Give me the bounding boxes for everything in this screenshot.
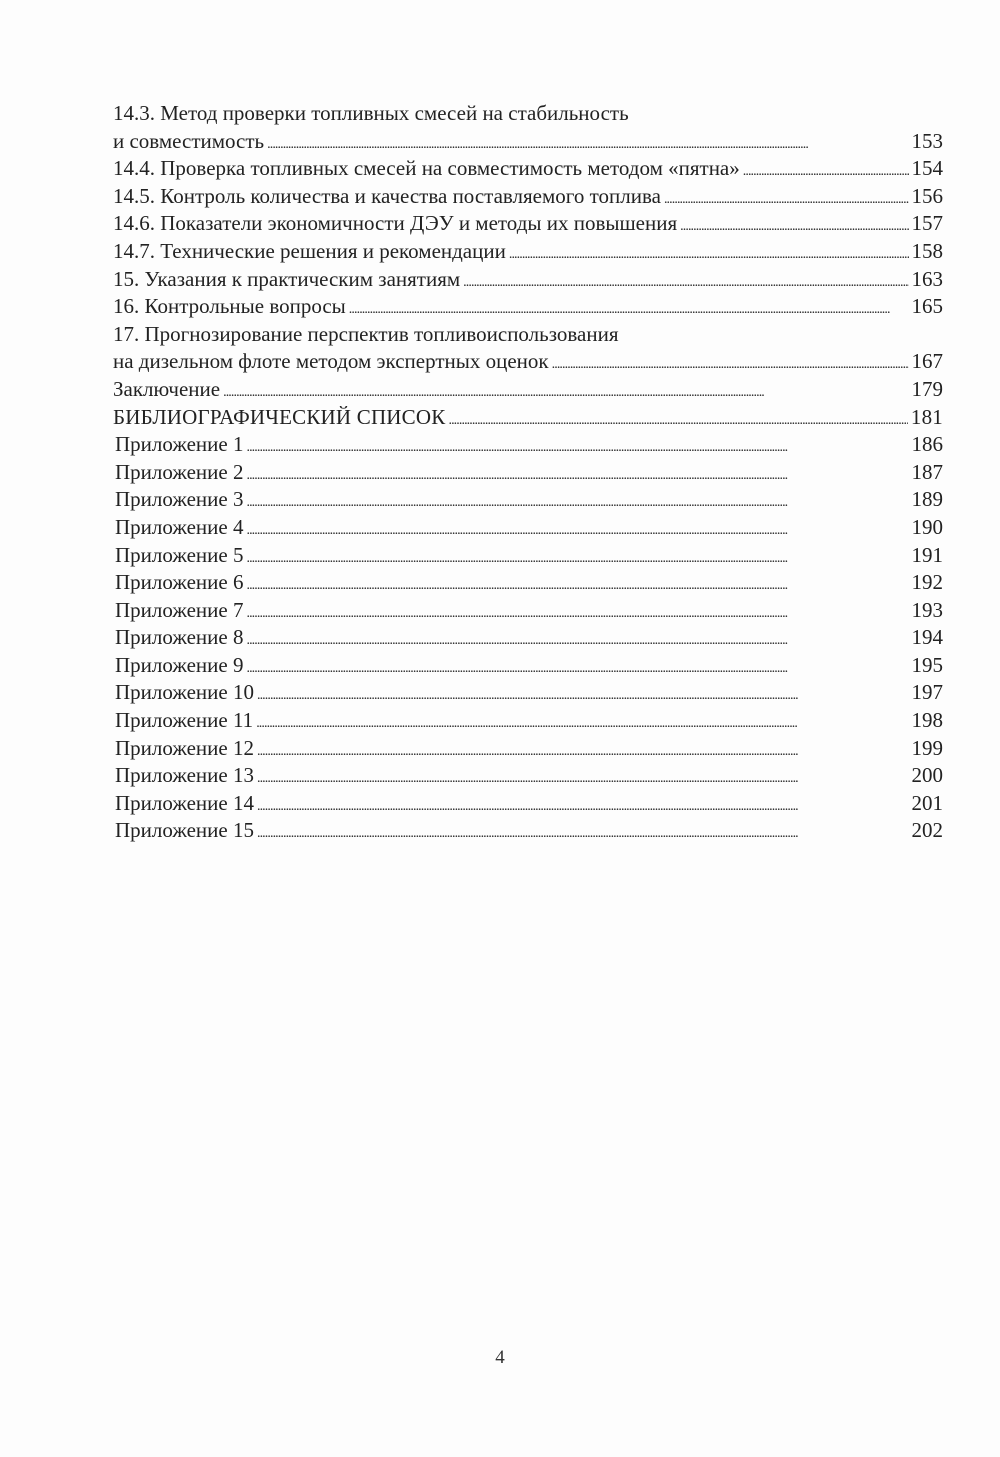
dot-leader xyxy=(246,652,908,683)
toc-page-number: 202 xyxy=(911,818,943,843)
dot-leader xyxy=(257,679,909,710)
dot-leader xyxy=(246,624,908,655)
toc-entry-label: Приложение 13 xyxy=(115,763,254,788)
dot-leader xyxy=(509,238,909,269)
toc-entry-16[interactable] xyxy=(113,293,943,321)
toc-entry-appendix[interactable] xyxy=(113,817,943,845)
toc-entry-appendix[interactable] xyxy=(113,762,943,790)
toc-entry-label: Приложение 11 xyxy=(115,708,254,733)
toc-entry-appendix[interactable] xyxy=(113,431,943,459)
toc-entry-appendix[interactable] xyxy=(113,486,943,514)
toc-entry-label: БИБЛИОГРАФИЧЕСКИЙ СПИСОК xyxy=(113,404,446,429)
toc-entry-14-6[interactable] xyxy=(113,210,943,238)
toc-entry-appendix[interactable] xyxy=(113,514,943,542)
toc-entry-label: Приложение 4 xyxy=(115,514,244,539)
toc-entry-label: Приложение 1 xyxy=(115,432,244,457)
dot-leader xyxy=(257,790,909,821)
toc-entry-appendix[interactable] xyxy=(113,652,943,680)
toc-page-number: 195 xyxy=(911,652,943,677)
dot-leader xyxy=(223,376,908,407)
toc-entry-label: Приложение 2 xyxy=(115,459,244,484)
table-of-contents xyxy=(113,100,943,845)
toc-page-number: 165 xyxy=(911,294,943,319)
toc-page-number: 197 xyxy=(911,680,943,705)
toc-entry-conclusion[interactable] xyxy=(113,376,943,404)
toc-page-number: 154 xyxy=(911,156,943,181)
dot-leader xyxy=(246,459,908,490)
toc-page-number: 187 xyxy=(911,459,943,484)
toc-page-number: 156 xyxy=(911,183,943,208)
toc-entry-label: Приложение 9 xyxy=(115,652,244,677)
toc-entry-label: 14.5. Контроль количества и качества поставляемого топлива xyxy=(113,183,661,208)
toc-entry-label: на дизельном флоте методом экспертных оценок xyxy=(113,349,549,374)
toc-entry-appendix[interactable] xyxy=(113,569,943,597)
toc-page-number: 193 xyxy=(911,597,943,622)
toc-entry-label: 15. Указания к практическим занятиям xyxy=(113,266,461,291)
toc-entry-label: Приложение 7 xyxy=(115,597,244,622)
toc-entry-label: Приложение 6 xyxy=(115,570,244,595)
toc-entry-14-3[interactable] xyxy=(113,128,943,156)
toc-page-number: 198 xyxy=(911,708,943,733)
toc-entry-14-3-line1: 14.3. Метод проверки топливных смесей на стабильность xyxy=(113,101,629,125)
dot-leader xyxy=(246,486,908,517)
toc-entry-appendix[interactable] xyxy=(113,707,943,735)
page-number: 4 xyxy=(495,1347,505,1368)
toc-entry-label: Заключение xyxy=(113,376,221,401)
dot-leader xyxy=(267,128,908,159)
toc-entry-label: Приложение 8 xyxy=(115,625,244,650)
toc-page-number: 194 xyxy=(911,625,943,650)
toc-entry-label: и совместимость xyxy=(113,128,265,153)
toc-page-number: 192 xyxy=(911,570,943,595)
toc-entry-appendix[interactable] xyxy=(113,735,943,763)
toc-entry-label: Приложение 10 xyxy=(115,680,254,705)
toc-entry-appendix[interactable] xyxy=(113,542,943,570)
dot-leader xyxy=(552,348,909,379)
dot-leader xyxy=(256,707,908,738)
toc-page-number: 199 xyxy=(911,735,943,760)
toc-entry-14-5[interactable] xyxy=(113,183,943,211)
toc-entry-14-7[interactable] xyxy=(113,238,943,266)
dot-leader xyxy=(743,155,909,186)
toc-entry-label: Приложение 3 xyxy=(115,487,244,512)
dot-leader xyxy=(246,542,908,573)
dot-leader xyxy=(463,266,908,297)
dot-leader xyxy=(257,817,909,848)
toc-entry-bibliography[interactable] xyxy=(113,404,943,432)
dot-leader xyxy=(349,293,909,324)
toc-page-number: 163 xyxy=(911,266,943,291)
toc-entry-label: 16. Контрольные вопросы xyxy=(113,294,346,319)
toc-page-number: 167 xyxy=(911,349,943,374)
toc-entry-appendix[interactable] xyxy=(113,679,943,707)
toc-entry-label: 14.6. Показатели экономичности ДЭУ и методы их повышения xyxy=(113,211,678,236)
toc-entry-15[interactable] xyxy=(113,266,943,294)
toc-entry-appendix[interactable] xyxy=(113,624,943,652)
toc-page-number: 191 xyxy=(911,542,943,567)
toc-page-number: 201 xyxy=(911,790,943,815)
toc-entry-label: 14.4. Проверка топливных смесей на совместимость методом «пятна» xyxy=(113,156,740,181)
toc-entry-appendix[interactable] xyxy=(113,459,943,487)
toc-entry-17[interactable] xyxy=(113,348,943,376)
toc-entry-17-line1: 17. Прогнозирование перспектив топливоиспользования xyxy=(113,321,619,346)
dot-leader xyxy=(246,431,908,462)
dot-leader xyxy=(448,404,907,435)
toc-page-number: 186 xyxy=(911,432,943,457)
appendix-list xyxy=(113,431,943,845)
toc-page-number: 189 xyxy=(911,487,943,512)
toc-entry-appendix[interactable] xyxy=(113,790,943,818)
toc-page-number: 158 xyxy=(911,238,943,263)
dot-leader xyxy=(664,183,909,214)
toc-entry-label: Приложение 15 xyxy=(115,818,254,843)
toc-page-number: 190 xyxy=(911,514,943,539)
dot-leader xyxy=(257,762,909,793)
toc-page-number: 200 xyxy=(911,763,943,788)
dot-leader xyxy=(246,569,908,600)
dot-leader xyxy=(246,597,908,628)
toc-entry-label: Приложение 5 xyxy=(115,542,244,567)
dot-leader xyxy=(246,514,908,545)
toc-entry-appendix[interactable] xyxy=(113,597,943,625)
toc-entry-label: Приложение 12 xyxy=(115,735,254,760)
toc-entry-14-4[interactable] xyxy=(113,155,943,183)
toc-entry-label: 14.7. Технические решения и рекомендации xyxy=(113,238,506,263)
toc-entry-label: Приложение 14 xyxy=(115,790,254,815)
toc-page-number: 179 xyxy=(911,376,943,401)
toc-page-number: 157 xyxy=(911,211,943,236)
dot-leader xyxy=(680,210,908,241)
toc-page-number: 181 xyxy=(910,404,943,429)
dot-leader xyxy=(257,735,909,766)
toc-page-number: 153 xyxy=(911,128,943,153)
